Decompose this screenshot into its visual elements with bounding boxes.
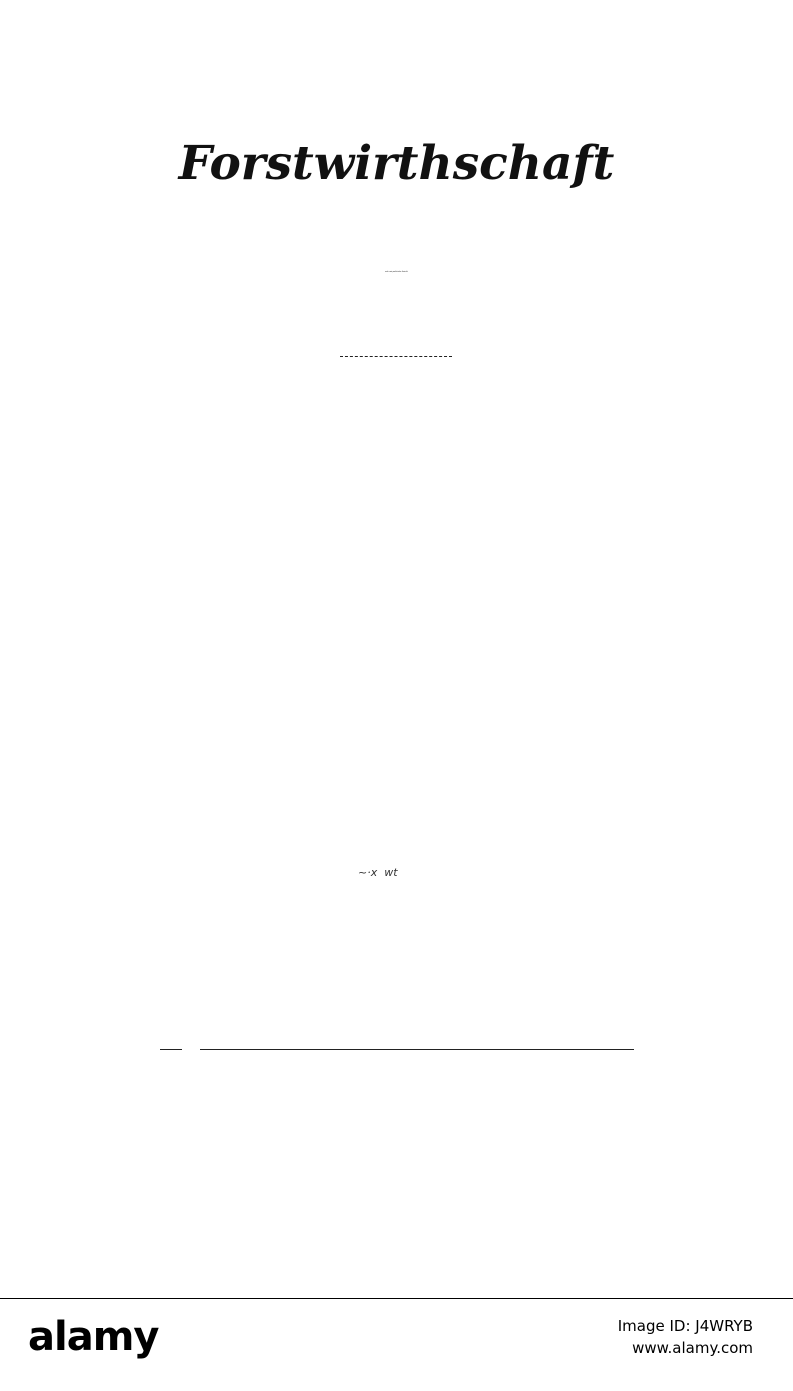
handwritten-mark: ~·x wt [358,866,398,879]
image-id-label: Image ID: J4WRYB [617,1317,753,1335]
stock-footer [0,1298,793,1391]
book-subtitle: nach rein praktischer Ansicht. [384,272,409,273]
divider-long [200,1049,634,1050]
divider-long [160,1049,182,1050]
divider-short [340,356,452,357]
book-title: Forstwirthschaft [178,136,615,191]
site-url-link[interactable]: www.alamy.com [632,1339,753,1357]
alamy-logo[interactable]: alamy [28,1314,159,1360]
